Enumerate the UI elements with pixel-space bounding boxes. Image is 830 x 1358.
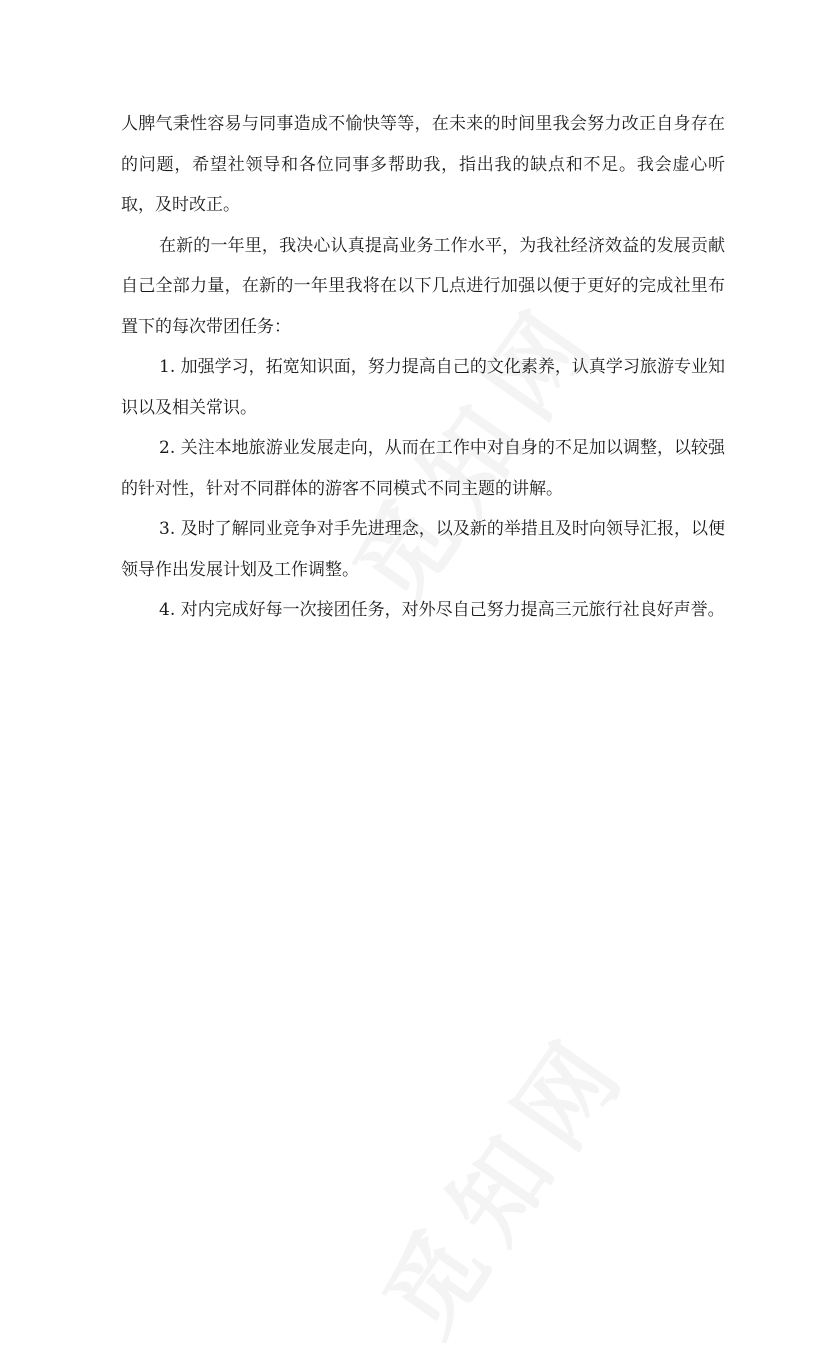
- watermark: [347, 999, 655, 1358]
- paragraph-new-year-plan: 在新的一年里，我决心认真提高业务工作水平，为我社经济效益的发展贡献自己全部力量，在新的一年里我将在以下几点进行加强以便于更好的完成社里布置下的每次带团任务：: [121, 235, 725, 337]
- list-item-1: 1. 加强学习，拓宽知识面，努力提高自己的文化素养，认真学习旅游专业知识以及相关常识。: [121, 357, 725, 418]
- list-item-3: 3. 及时了解同业竞争对手先进理念，以及新的举措且及时向领导汇报，以便领导作出发展计划及工作调整。: [121, 519, 725, 580]
- document-body: [121, 104, 725, 631]
- list-item-2: 2. 关注本地旅游业发展走向，从而在工作中对自身的不足加以调整，以较强的针对性，针对不同群体的游客不同模式不同主题的讲解。: [121, 438, 725, 499]
- list-item-4: 4. 对内完成好每一次接团任务，对外尽自己努力提高三元旅行社良好声誉。: [159, 600, 725, 620]
- paragraph-continuation: 人脾气秉性容易与同事造成不愉快等等，在未来的时间里我会努力改正自身存在的问题，希望社领导和各位同事多帮助我，指出我的缺点和不足。我会虚心听取，及时改正。: [121, 114, 725, 215]
